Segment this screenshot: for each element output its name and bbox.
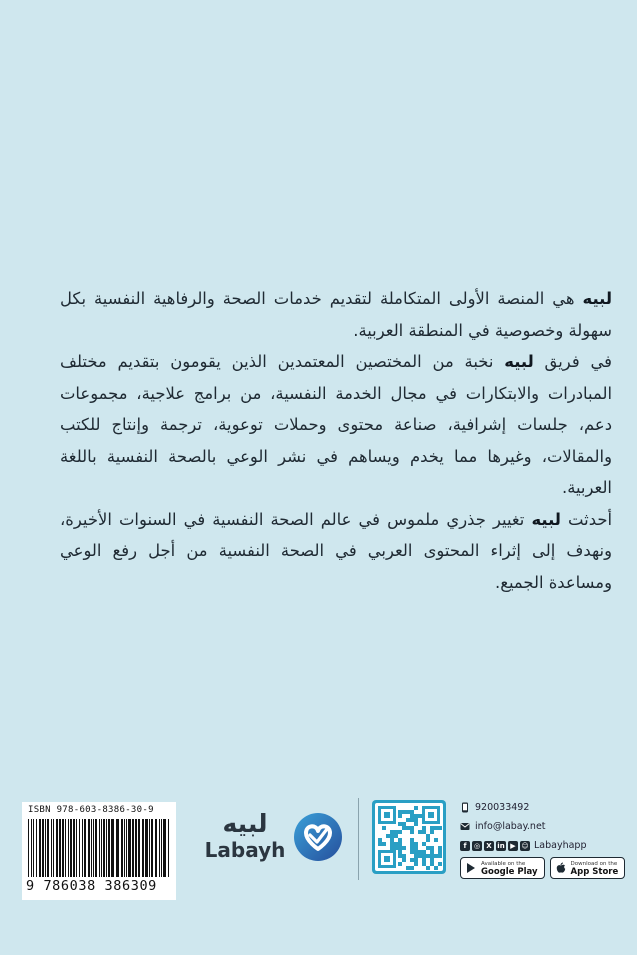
mail-icon bbox=[460, 821, 470, 832]
social-row bbox=[460, 838, 630, 853]
apple-icon bbox=[555, 862, 567, 874]
app-store-label: App Store bbox=[570, 867, 619, 877]
email-address[interactable]: info@labay.net bbox=[475, 821, 546, 832]
isbn-label: ISBN 978-603-8386-30-9 bbox=[28, 805, 154, 815]
paragraph-3-text: تغيير جذري ملموس في عالم الصحة النفسية في السنوات الأخيرة، ونهدف إلى إثراء المحتوى العربي في الصحة النفسية من أجل رفع الوعي ومساعدة الجميع. bbox=[60, 509, 612, 592]
qr-code-image bbox=[372, 800, 446, 874]
footer-divider bbox=[358, 798, 359, 880]
barcode-bars bbox=[26, 819, 172, 877]
brand-name: لبيه bbox=[504, 352, 534, 371]
google-play-badge[interactable] bbox=[460, 857, 545, 879]
isbn-barcode bbox=[22, 802, 176, 900]
phone-row bbox=[460, 800, 630, 815]
facebook-icon[interactable]: f bbox=[460, 841, 470, 851]
logo-heart-icon bbox=[292, 811, 344, 863]
logo-arabic: لبيه bbox=[222, 809, 268, 838]
isbn-digits: 9 786038 386309 bbox=[26, 878, 157, 894]
app-store-badges bbox=[460, 857, 630, 879]
paragraph-1 bbox=[60, 283, 612, 346]
back-cover-text bbox=[60, 283, 612, 598]
paragraph-3-lead: أحدثت bbox=[560, 509, 612, 529]
phone-icon bbox=[460, 802, 470, 813]
phone-number[interactable]: 920033492 bbox=[475, 802, 530, 813]
qr-code[interactable] bbox=[372, 800, 446, 874]
google-play-icon bbox=[465, 862, 477, 874]
paragraph-3 bbox=[60, 504, 612, 599]
app-store-small: Download on the bbox=[570, 861, 618, 867]
labayh-logo bbox=[200, 805, 345, 865]
paragraph-2-text: نخبة من المختصين المعتمدين الذين يقومون بتقديم مختلف المبادرات والابتكارات في مجال الخدمة النفسية، من برامج علاجية، مجموعات دعم، جلسات إشرافية، صناعة محتوى وحملات توعوية، ترجمة وإنتاج للكتب والمقالات، وغيرها مما يخدم ويساهم في نشر الوعي بالصحة النفسية باللغة العربية. bbox=[60, 352, 612, 497]
brand-name: لبيه bbox=[582, 289, 612, 308]
paragraph-2 bbox=[60, 346, 612, 504]
brand-name: لبيه bbox=[531, 509, 561, 529]
logo-english: Labayh bbox=[204, 838, 286, 862]
snapchat-icon[interactable]: ☺ bbox=[521, 841, 529, 850]
cover-footer bbox=[0, 790, 637, 894]
x-icon[interactable]: X bbox=[484, 841, 494, 851]
google-play-small: Available on the bbox=[481, 861, 526, 867]
instagram-icon[interactable]: ◎ bbox=[473, 841, 481, 850]
paragraph-2-lead: في فريق bbox=[533, 352, 612, 371]
google-play-label: Google Play bbox=[481, 867, 538, 877]
contact-info bbox=[460, 800, 630, 879]
youtube-icon[interactable]: ▶ bbox=[508, 841, 518, 851]
linkedin-icon[interactable]: in bbox=[497, 841, 505, 850]
app-store-badge[interactable] bbox=[550, 857, 626, 879]
social-handle: Labayhapp bbox=[534, 840, 587, 851]
email-row bbox=[460, 819, 630, 834]
paragraph-1-text: هي المنصة الأولى المتكاملة لتقديم خدمات الصحة والرفاهية النفسية بكل سهولة وخصوصية في المنطقة العربية. bbox=[60, 289, 612, 340]
